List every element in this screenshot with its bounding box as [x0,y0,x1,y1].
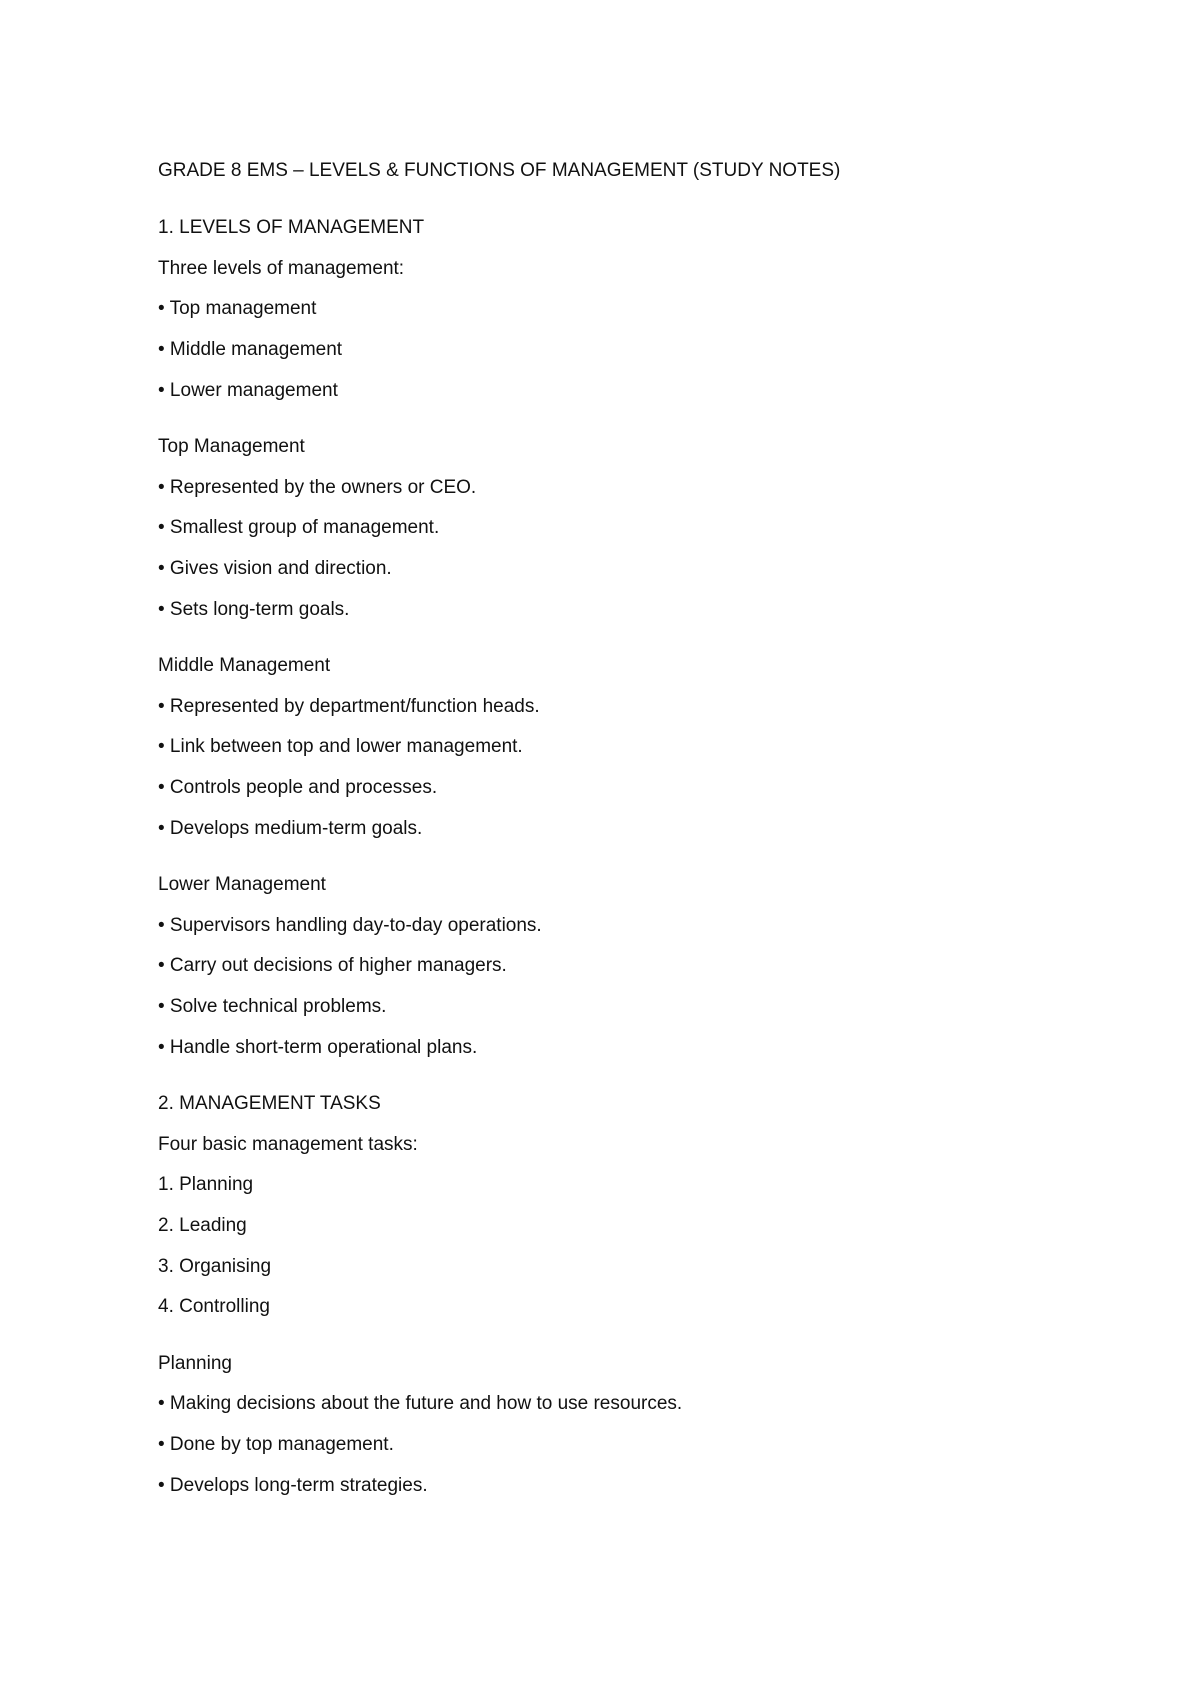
list-item: • Supervisors handling day-to-day operations. [158,915,542,936]
section-heading-levels: 1. LEVELS OF MANAGEMENT [158,217,425,238]
list-item: • Handle short-term operational plans. [158,1037,478,1058]
subheading-lower-management: Lower Management [158,874,326,895]
subheading-planning: Planning [158,1353,232,1374]
list-item: • Link between top and lower management. [158,736,523,757]
list-item: • Middle management [158,339,343,360]
list-item: • Carry out decisions of higher managers. [158,955,507,976]
tasks-intro: Four basic management tasks: [158,1134,418,1155]
list-item: • Smallest group of management. [158,517,440,538]
document-page [158,0,1138,1696]
list-item: • Lower management [158,380,338,401]
list-item: • Develops long-term strategies. [158,1475,428,1496]
list-item: • Sets long-term goals. [158,599,350,620]
list-item: • Solve technical problems. [158,996,387,1017]
list-item: • Top management [158,298,317,319]
list-item: 3. Organising [158,1256,272,1277]
list-item: • Making decisions about the future and how to use resources. [158,1393,683,1414]
section-heading-tasks: 2. MANAGEMENT TASKS [158,1093,381,1114]
list-item: 1. Planning [158,1174,254,1195]
list-item: • Represented by department/function heads. [158,696,540,717]
list-item: • Develops medium-term goals. [158,818,423,839]
list-item: 2. Leading [158,1215,247,1236]
list-item: • Gives vision and direction. [158,558,392,579]
document-title: GRADE 8 EMS – LEVELS & FUNCTIONS OF MANAGEMENT (STUDY NOTES) [158,160,841,181]
list-item: • Controls people and processes. [158,777,438,798]
levels-intro: Three levels of management: [158,258,405,279]
list-item: 4. Controlling [158,1296,270,1317]
subheading-top-management: Top Management [158,436,305,457]
list-item: • Done by top management. [158,1434,394,1455]
list-item: • Represented by the owners or CEO. [158,477,477,498]
subheading-middle-management: Middle Management [158,655,331,676]
